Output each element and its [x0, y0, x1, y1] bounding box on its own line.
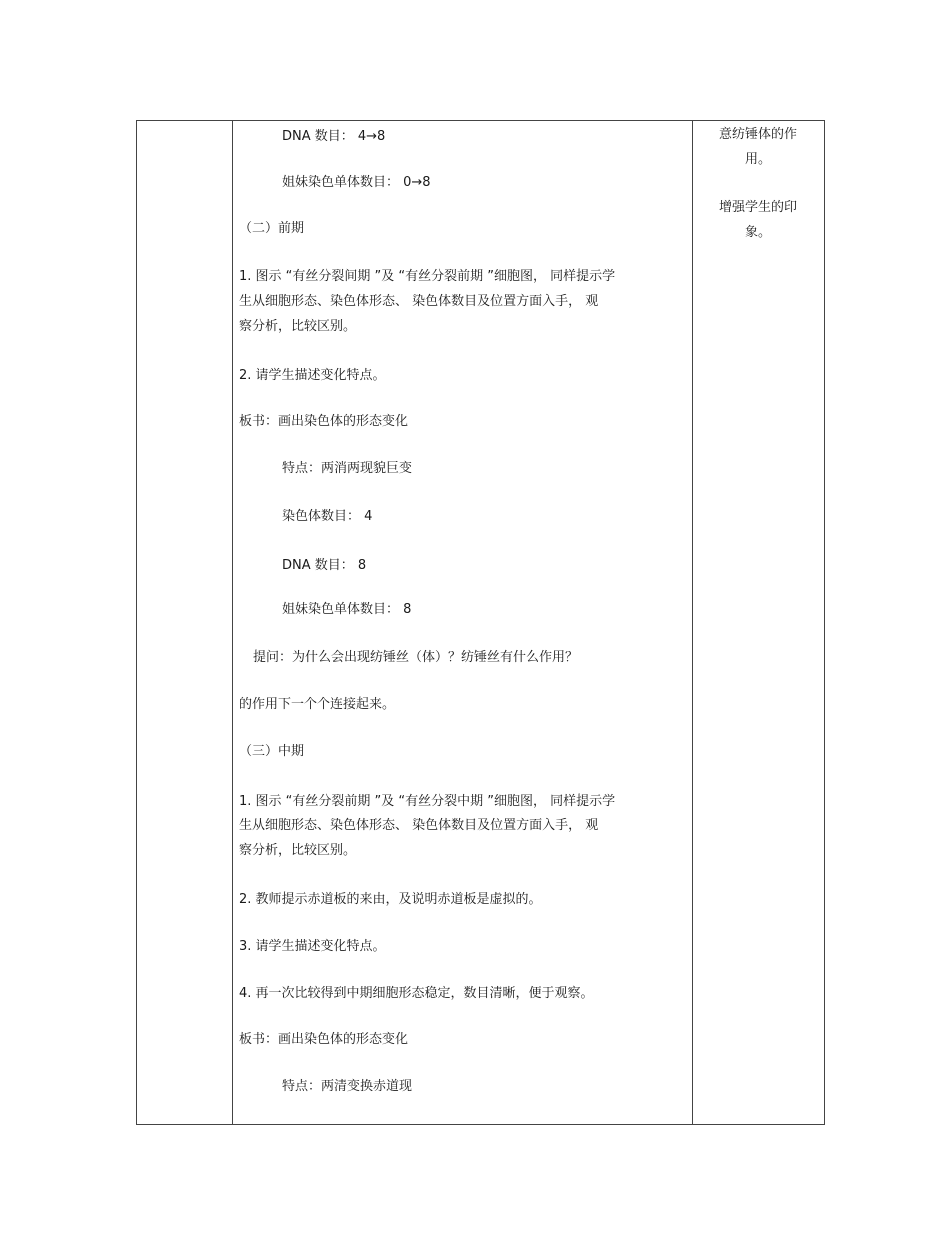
dna-count-2: DNA 数目： 8 [282, 558, 367, 573]
paragraph-3-2: 2. 教师提示赤道板的来由，及说明赤道板是虚拟的。 [239, 892, 542, 907]
sister-count-1: 姐妹染色单体数目： 0→8 [282, 175, 431, 190]
question: 提问：为什么会出现纺锤丝（体）？纺锤丝有什么作用？ [253, 650, 579, 665]
section-3-title: （三）中期 [239, 744, 305, 759]
board-note-2: 板书：画出染色体的形态变化 [239, 1032, 409, 1047]
board-note-1: 板书：画出染色体的形态变化 [239, 414, 409, 429]
feature-1: 特点：两消两现貌巨变 [282, 461, 413, 476]
notes-column [693, 121, 823, 1124]
lesson-table [136, 120, 825, 1125]
paragraph-2-1-line-1: 1. 图示 “有丝分裂间期 ”及 “有丝分裂前期 ”细胞图， 同样提示学 [239, 269, 616, 284]
chromosome-count: 染色体数目： 4 [282, 509, 373, 524]
dna-count-1: DNA 数目： 4→8 [282, 129, 386, 144]
paragraph-3-1-line-3: 察分析，比较区别。 [239, 843, 357, 858]
content-column [233, 121, 693, 1124]
paragraph-2-1-line-2: 生从细胞形态、染色体形态、 染色体数目及位置方面入手， 观 [239, 294, 599, 309]
note-1-line-1: 意纺锤体的作 [718, 127, 797, 142]
paragraph-3-3: 3. 请学生描述变化特点。 [239, 939, 386, 954]
paragraph-2-2: 2. 请学生描述变化特点。 [239, 368, 386, 383]
sister-count-2: 姐妹染色单体数目： 8 [282, 602, 412, 617]
paragraph-3-1-line-1: 1. 图示 “有丝分裂前期 ”及 “有丝分裂中期 ”细胞图， 同样提示学 [239, 794, 616, 809]
paragraph-2-1-line-3: 察分析，比较区别。 [239, 319, 357, 334]
note-1-line-2: 用。 [744, 152, 771, 167]
paragraph-3-4: 4. 再一次比较得到中期细胞形态稳定，数目清晰，便于观察。 [239, 986, 594, 1001]
feature-2: 特点：两清变换赤道现 [282, 1079, 413, 1094]
note-2-line-1: 增强学生的印 [718, 200, 797, 215]
connect-line: 的作用下一个个连接起来。 [239, 697, 396, 712]
paragraph-3-1-line-2: 生从细胞形态、染色体形态、 染色体数目及位置方面入手， 观 [239, 818, 599, 833]
note-2-line-2: 象。 [744, 225, 771, 240]
section-2-title: （二）前期 [239, 221, 305, 236]
left-column [137, 121, 233, 1124]
